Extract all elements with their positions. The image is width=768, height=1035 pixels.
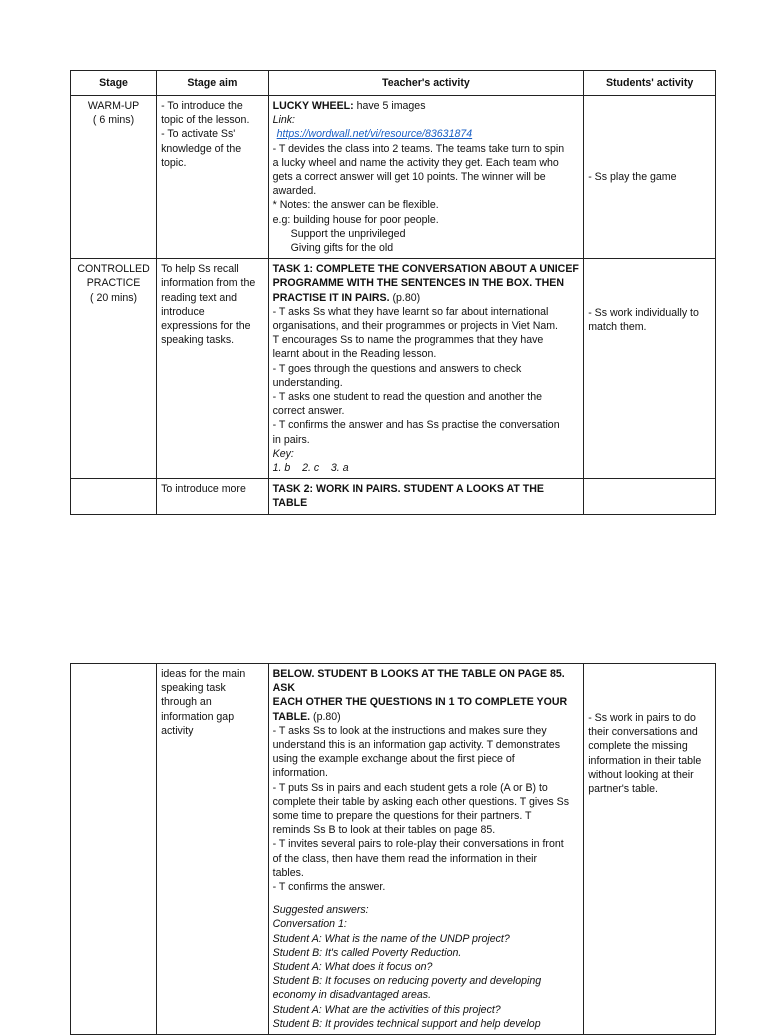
task2-row-start — [71, 479, 716, 514]
controlled-row — [71, 259, 716, 479]
key-answers: 1. b 2. c 3. a — [272, 462, 349, 475]
task2-title: BELOW. STUDENT B LOOKS AT THE TABLE ON PAGE 85. ASK — [272, 668, 565, 695]
controlled-aim-line: reading text and — [161, 291, 238, 304]
controlled-stage-name: PRACTICE — [86, 277, 141, 290]
warmup-teacher-line: gets a correct answer will get 10 points. The winner will be — [272, 171, 546, 184]
warmup-activity-title — [273, 99, 580, 113]
suggested-answers-line: Student A: What are the activities of this project? — [272, 1003, 501, 1016]
link-label: Link: — [272, 114, 296, 127]
task2-aim-cell — [157, 664, 269, 1035]
task2-teacher-line: some time to prepare the questions for their partners. T — [272, 810, 532, 823]
key-label: Key: — [272, 447, 294, 460]
spacer — [273, 894, 580, 903]
task2-teacher-line: - T invites several pairs to role-play their conversations in front — [272, 838, 564, 851]
controlled-students-line: match them. — [588, 321, 647, 334]
warmup-students-cell — [584, 96, 716, 259]
controlled-aim-line: To help Ss recall — [161, 263, 239, 276]
task2-title-cell — [268, 479, 584, 514]
task2-students-cell — [584, 664, 716, 1035]
task2-stage-cell — [71, 479, 157, 514]
warmup-teacher-cell — [268, 96, 584, 259]
task2-teacher-line: complete their table by asking each other questions. T gives Ss — [272, 795, 570, 808]
controlled-aim-line: expressions for the — [161, 320, 251, 333]
warmup-teacher-line: * Notes: the answer can be flexible. — [272, 199, 439, 212]
task2-aim-line: through an — [161, 696, 212, 709]
task2-aim-line: speaking task — [161, 682, 226, 695]
task1-page: (p.80) — [389, 291, 421, 304]
header-row — [71, 71, 716, 96]
task1-teacher-line: - T asks one student to read the question and another the — [272, 391, 542, 404]
lucky-wheel-desc: have 5 images — [353, 100, 426, 112]
task2-aim-cell — [157, 479, 269, 514]
warmup-students-text: - Ss play the game — [588, 171, 677, 184]
task2-title: EACH OTHER THE QUESTIONS IN 1 TO COMPLETE YOUR — [272, 696, 568, 709]
lucky-wheel-title: LUCKY WHEEL: — [272, 100, 354, 112]
controlled-students-cell — [584, 259, 716, 479]
warmup-stage-duration: ( 6 mins) — [92, 114, 135, 127]
header-stage: Stage — [71, 71, 157, 96]
task1-title: TASK 1: COMPLETE THE CONVERSATION ABOUT A UNICEF — [272, 263, 579, 276]
task2-students-line: complete the missing — [588, 740, 688, 753]
task2-stage-cell — [71, 664, 157, 1035]
task2-students-line: their conversations and — [588, 726, 698, 739]
warmup-teacher-line: awarded. — [272, 185, 317, 198]
task2-students-line: partner's table. — [588, 783, 658, 796]
warmup-teacher-line: - T devides the class into 2 teams. The teams take turn to spin — [272, 142, 565, 155]
task2-students-line: without looking at their — [588, 768, 694, 781]
controlled-aim-line: speaking tasks. — [161, 334, 235, 347]
task2-aim-line: ideas for the main — [161, 668, 246, 680]
task1-teacher-line: - T asks Ss what they have learnt so far about international — [272, 305, 549, 318]
task1-teacher-line: - T goes through the questions and answers to check — [272, 362, 522, 375]
task1-teacher-line: learnt about in the Reading lesson. — [272, 348, 437, 361]
task2-students-cell — [584, 479, 716, 514]
lesson-plan-table-2 — [70, 663, 716, 1035]
warmup-example: Support the unprivileged — [290, 227, 406, 240]
task2-title: TABLE. — [272, 710, 311, 723]
controlled-students-line: - Ss work individually to — [588, 307, 699, 320]
controlled-aim-cell — [157, 259, 269, 479]
task1-teacher-line: T encourages Ss to name the programmes that they have — [272, 334, 544, 347]
header-students-activity: Students' activity — [584, 71, 716, 96]
warmup-aim-line: knowledge of the — [161, 142, 242, 155]
controlled-stage-cell — [71, 259, 157, 479]
task2-teacher-line: - T puts Ss in pairs and each student gets a role (A or B) to — [272, 781, 548, 794]
warmup-teacher-line: e.g: building house for poor people. — [272, 213, 439, 226]
task2-teacher-cell — [268, 664, 584, 1035]
task1-teacher-line: correct answer. — [272, 405, 345, 418]
controlled-stage-duration: ( 20 mins) — [89, 291, 138, 304]
task2-teacher-line: reminds Ss B to look at their tables on page 85. — [272, 824, 496, 837]
task2-teacher-line: understand this is an information gap activity. T demonstrates — [272, 739, 560, 752]
task2-teacher-line: - T asks Ss to look at the instructions and makes sure they — [272, 724, 547, 737]
task2-aim-line: To introduce more — [161, 483, 246, 496]
task2-teacher-line: tables. — [272, 866, 304, 879]
suggested-answers-line: Student B: It focuses on reducing poverty and developing — [272, 975, 542, 988]
warmup-aim-cell — [157, 96, 269, 259]
controlled-aim-line: information from the — [161, 277, 256, 290]
task2-students-line: information in their table — [588, 754, 702, 767]
task2-teacher-line: using the example exchange about the first piece of — [272, 753, 515, 766]
task2-teacher-line: of the class, then have them read the information in their — [272, 852, 538, 865]
warmup-stage-name: WARM-UP — [87, 100, 140, 112]
controlled-stage-name: CONTROLLED — [77, 263, 150, 276]
lesson-plan-table-1 — [70, 70, 716, 515]
task2-row-continued — [71, 664, 716, 1035]
task2-students-line: - Ss work in pairs to do — [588, 712, 696, 724]
warmup-aim-line: topic. — [161, 156, 187, 169]
warmup-aim-line: topic of the lesson. — [161, 114, 250, 127]
suggested-answers-line: Student A: What is the name of the UNDP project? — [272, 932, 510, 945]
warmup-teacher-line: a lucky wheel and name the activity they get. Each team who — [272, 156, 559, 169]
warmup-aim-line: - To activate Ss' — [161, 128, 236, 141]
task1-title: PRACTISE IT IN PAIRS. — [272, 291, 390, 304]
task2-page: (p.80) — [310, 710, 341, 723]
task1-teacher-line: in pairs. — [272, 433, 310, 446]
warmup-row — [71, 96, 716, 259]
header-teacher-activity: Teacher's activity — [268, 71, 584, 96]
controlled-teacher-cell — [268, 259, 584, 479]
task1-teacher-line: understanding. — [272, 376, 343, 389]
wordwall-link[interactable]: https://wordwall.net/vi/resource/83631874 — [276, 128, 473, 141]
suggested-answers-line: Student B: It's called Poverty Reduction. — [272, 946, 462, 959]
task2-aim-line: activity — [161, 724, 194, 737]
task1-title: PROGRAMME WITH THE SENTENCES IN THE BOX. THEN — [272, 277, 564, 290]
warmup-aim-line: - To introduce the — [161, 100, 243, 112]
suggested-answers-line: Conversation 1: — [272, 918, 347, 931]
suggested-answers-line: Suggested answers: — [272, 904, 369, 917]
controlled-aim-line: introduce — [161, 305, 205, 318]
suggested-answers-line: Student B: It provides technical support and help develop — [272, 1017, 541, 1030]
task2-teacher-line: - T confirms the answer. — [272, 881, 386, 894]
task2-teacher-line: information. — [272, 767, 328, 780]
warmup-stage-cell — [71, 96, 157, 259]
suggested-answers-line: Student A: What does it focus on? — [272, 961, 433, 974]
task1-teacher-line: organisations, and their programmes or projects in Viet Nam. — [272, 320, 559, 333]
header-stage-aim: Stage aim — [157, 71, 269, 96]
task1-teacher-line: - T confirms the answer and has Ss practise the conversation — [272, 419, 560, 432]
suggested-answers-line: economy in disadvantaged areas. — [272, 989, 432, 1002]
task2-aim-line: information gap — [161, 710, 235, 723]
task2-title: TASK 2: WORK IN PAIRS. STUDENT A LOOKS AT THE TABLE — [272, 483, 544, 510]
warmup-example: Giving gifts for the old — [290, 242, 394, 255]
